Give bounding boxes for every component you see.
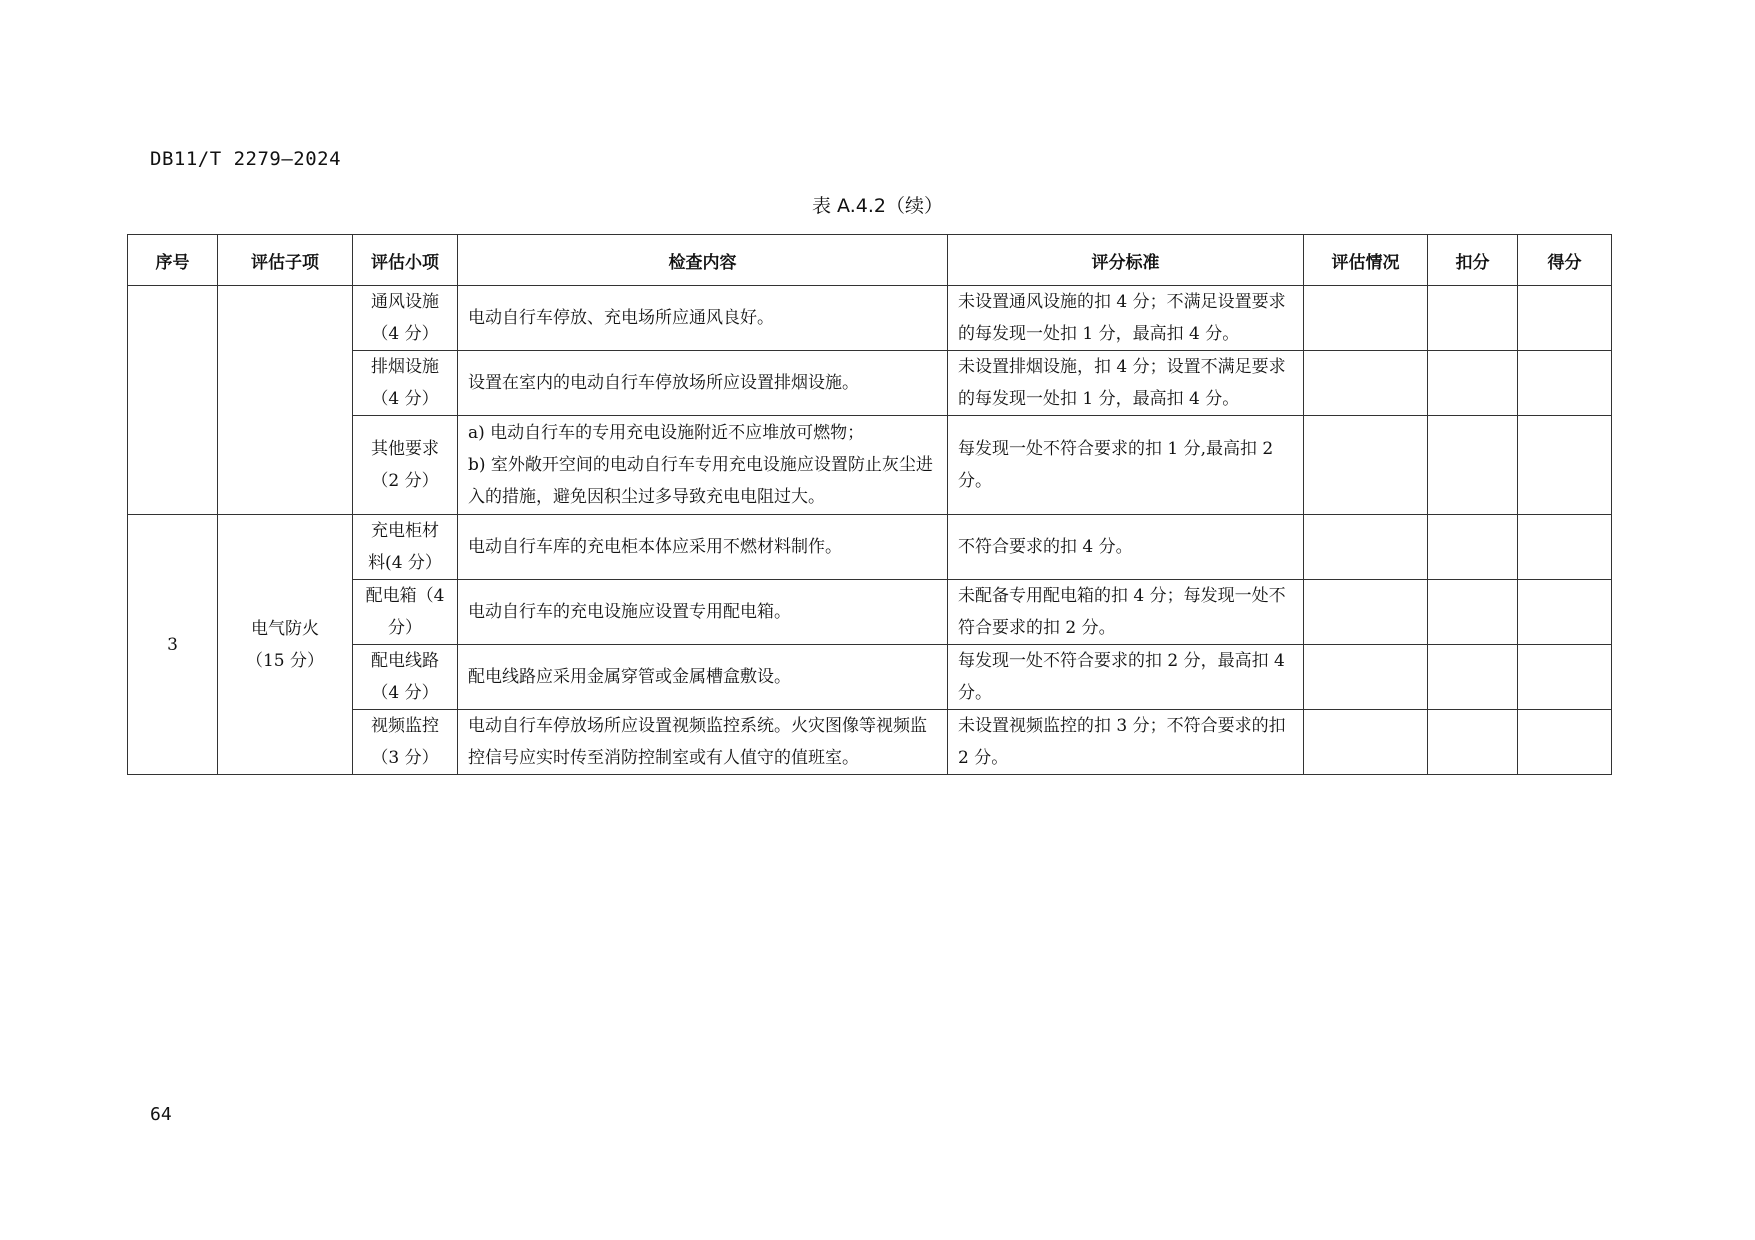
- col-header-subitem: 评估子项: [218, 235, 353, 286]
- item-cell: 视频监控 （3 分）: [353, 710, 458, 775]
- content-line: b) 室外敞开空间的电动自行车专用充电设施应设置防止灰尘进入的措施，避免因积尘过多导致充电电阻过大。: [468, 455, 933, 507]
- situation-cell[interactable]: [1304, 416, 1428, 515]
- item-cell: 配电线路 （4 分）: [353, 645, 458, 710]
- evaluation-table: [127, 234, 1612, 775]
- deduction-cell[interactable]: [1428, 286, 1518, 351]
- content-cell: 电动自行车的充电设施应设置专用配电箱。: [458, 580, 948, 645]
- content-cell: 电动自行车停放、充电场所应通风良好。: [458, 286, 948, 351]
- col-header-item: 评估小项: [353, 235, 458, 286]
- standard-cell: 每发现一处不符合要求的扣 1 分,最高扣 2 分。: [948, 416, 1304, 515]
- situation-cell[interactable]: [1304, 580, 1428, 645]
- subitem-cell-continued: [218, 286, 353, 515]
- col-header-score: 得分: [1518, 235, 1612, 286]
- score-cell[interactable]: [1518, 416, 1612, 515]
- deduction-cell[interactable]: [1428, 416, 1518, 515]
- situation-cell[interactable]: [1304, 286, 1428, 351]
- score-cell[interactable]: [1518, 351, 1612, 416]
- content-line: a) 电动自行车的专用充电设施附近不应堆放可燃物；: [468, 423, 865, 443]
- standard-cell: 每发现一处不符合要求的扣 2 分，最高扣 4 分。: [948, 645, 1304, 710]
- col-header-seq: 序号: [128, 235, 218, 286]
- seq-cell: 3: [128, 515, 218, 775]
- deduction-cell[interactable]: [1428, 515, 1518, 580]
- table-header-row: [128, 235, 1612, 286]
- item-cell: 配电箱（4 分）: [353, 580, 458, 645]
- situation-cell[interactable]: [1304, 515, 1428, 580]
- situation-cell[interactable]: [1304, 645, 1428, 710]
- standard-cell: 未设置视频监控的扣 3 分；不符合要求的扣 2 分。: [948, 710, 1304, 775]
- table-row: [128, 286, 1612, 351]
- deduction-cell[interactable]: [1428, 710, 1518, 775]
- standard-cell: 未设置通风设施的扣 4 分；不满足设置要求的每发现一处扣 1 分，最高扣 4 分。: [948, 286, 1304, 351]
- col-header-standard: 评分标准: [948, 235, 1304, 286]
- standard-cell: 未设置排烟设施，扣 4 分；设置不满足要求的每发现一处扣 1 分，最高扣 4 分。: [948, 351, 1304, 416]
- table-title: 表 A.4.2（续）: [812, 195, 943, 217]
- item-cell: 充电柜材 料(4 分）: [353, 515, 458, 580]
- table-row: [128, 515, 1612, 580]
- situation-cell[interactable]: [1304, 710, 1428, 775]
- score-cell[interactable]: [1518, 286, 1612, 351]
- subitem-cell: 电气防火 （15 分）: [218, 515, 353, 775]
- score-cell[interactable]: [1518, 645, 1612, 710]
- deduction-cell[interactable]: [1428, 580, 1518, 645]
- score-cell[interactable]: [1518, 580, 1612, 645]
- content-cell: 配电线路应采用金属穿管或金属槽盒敷设。: [458, 645, 948, 710]
- item-cell: 通风设施 （4 分）: [353, 286, 458, 351]
- standard-cell: 未配备专用配电箱的扣 4 分；每发现一处不符合要求的扣 2 分。: [948, 580, 1304, 645]
- content-cell: 电动自行车库的充电柜本体应采用不燃材料制作。: [458, 515, 948, 580]
- col-header-situation: 评估情况: [1304, 235, 1428, 286]
- col-header-deduction: 扣分: [1428, 235, 1518, 286]
- score-cell[interactable]: [1518, 710, 1612, 775]
- deduction-cell[interactable]: [1428, 351, 1518, 416]
- page-number: 64: [150, 1104, 172, 1125]
- col-header-content: 检查内容: [458, 235, 948, 286]
- content-cell: 设置在室内的电动自行车停放场所应设置排烟设施。: [458, 351, 948, 416]
- item-cell: 排烟设施 （4 分）: [353, 351, 458, 416]
- document-id: DB11/T 2279—2024: [150, 148, 342, 170]
- situation-cell[interactable]: [1304, 351, 1428, 416]
- deduction-cell[interactable]: [1428, 645, 1518, 710]
- content-cell: 电动自行车停放场所应设置视频监控系统。火灾图像等视频监控信号应实时传至消防控制室或有人值守的值班室。: [458, 710, 948, 775]
- score-cell[interactable]: [1518, 515, 1612, 580]
- item-cell: 其他要求 （2 分）: [353, 416, 458, 515]
- standard-cell: 不符合要求的扣 4 分。: [948, 515, 1304, 580]
- content-cell: [458, 416, 948, 515]
- seq-cell-continued: [128, 286, 218, 515]
